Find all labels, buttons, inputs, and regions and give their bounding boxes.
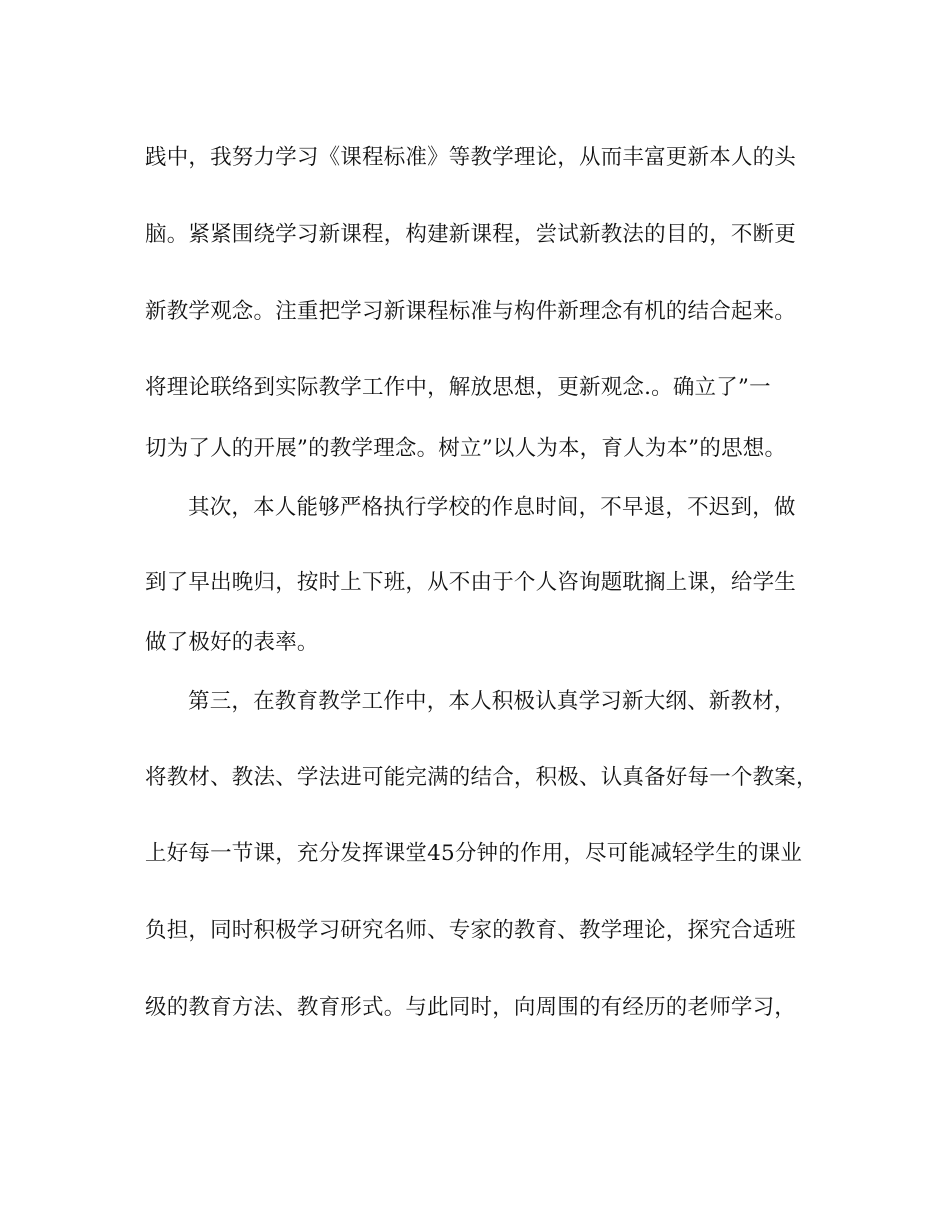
text-line: 脑。紧紧围绕学习新课程，构建新课程，尝试新教法的目的，不断更: [145, 222, 797, 247]
text-line: 级的教育方法、教育形式。与此同时，向周围的有经历的老师学习，: [145, 995, 797, 1020]
text-line: 到了早出晚归，按时上下班，从不由于个人咨询题耽搁上课，给学生: [145, 570, 797, 595]
text-line: 切为了人的开展”的教学理念。树立”以人为本，育人为本”的思想。: [145, 436, 787, 461]
text-line: 新教学观念。注重把学习新课程标准与构件新理念有机的结合起来。: [145, 299, 797, 324]
text-line: 将理论联络到实际教学工作中，解放思想，更新观念.。确立了”一: [145, 375, 771, 400]
text-line: 践中，我努力学习《课程标准》等教学理论，从而丰富更新本人的头: [145, 145, 797, 170]
text-line: 负担，同时积极学习研究名师、专家的教育、教学理论，探究合适班: [145, 918, 797, 943]
paragraph-start-line: 其次，本人能够严格执行学校的作息时间，不早退，不迟到，做: [188, 495, 796, 520]
text-line: 做了极好的表率。: [145, 630, 319, 655]
paragraph-start-line: 第三，在教育教学工作中，本人积极认真学习新大纲、新教材，: [188, 689, 796, 714]
text-line: 上好每一节课，充分发挥课堂45分钟的作用，尽可能减轻学生的课业: [145, 841, 803, 866]
text-line: 将教材、教法、学法进可能完满的结合，积极、认真备好每一个教案，: [145, 765, 818, 790]
